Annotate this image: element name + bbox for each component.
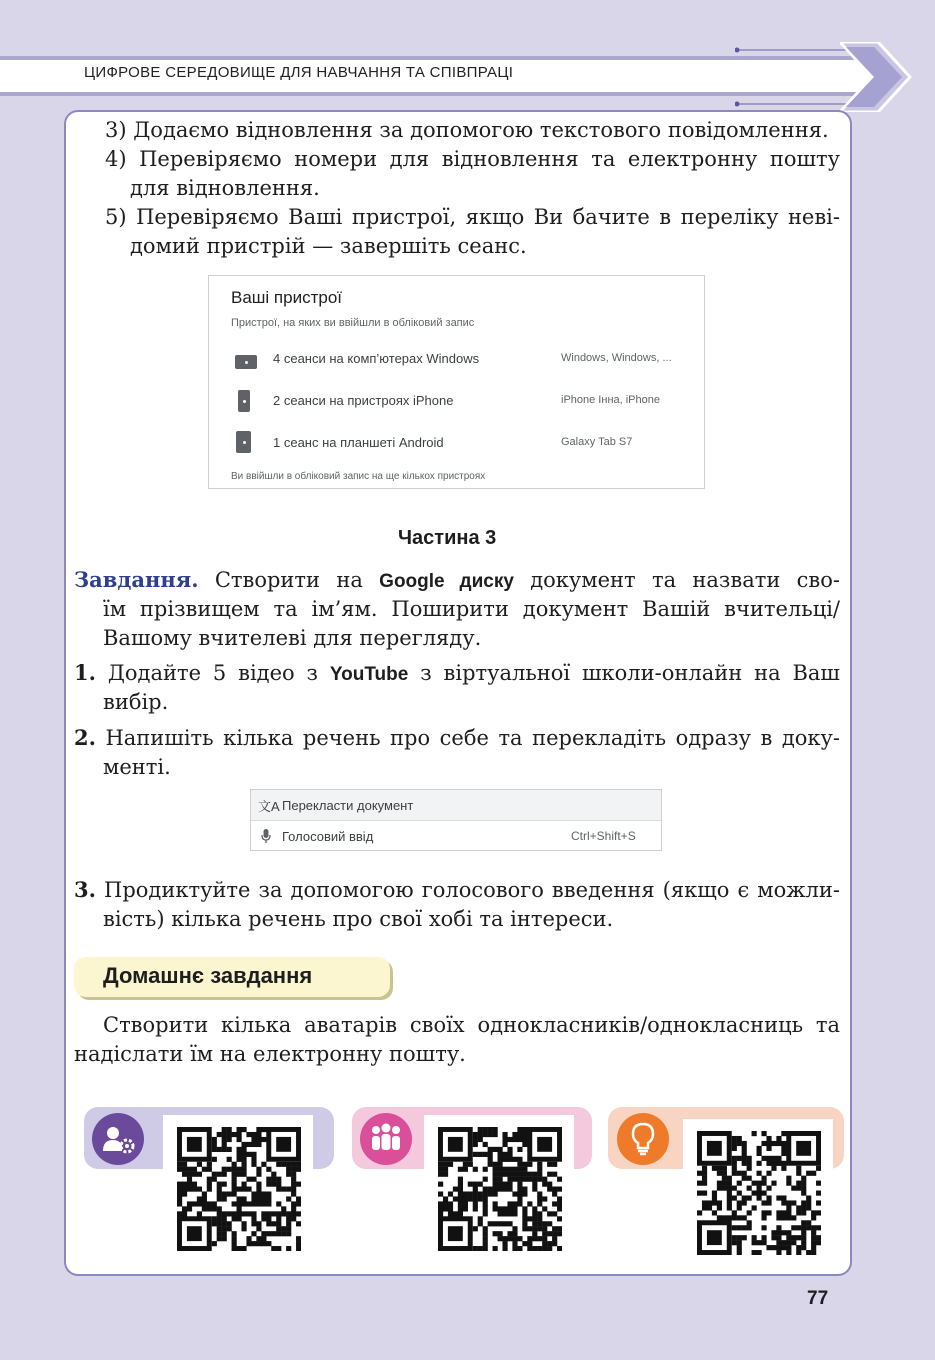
item-text: Додайте 5 відео з xyxy=(107,661,318,685)
item-1-cont: вибір. xyxy=(103,690,169,714)
devices-subtitle: Пристрої, на яких ви ввійшли в обліковий запис xyxy=(231,317,475,329)
item-text: з віртуальної школи-онлайн на Ваш xyxy=(420,661,840,685)
docs-menu-screenshot xyxy=(250,789,662,851)
homework-line-2: надіслати їм на електронну пошту. xyxy=(74,1042,466,1066)
step-3: 3) Додаємо відновлення за допомогою текстового повідомлення. xyxy=(105,118,829,142)
google-drive-mention: Google диску xyxy=(379,571,514,592)
task-text: Створити на xyxy=(214,568,363,592)
part-heading: Частина 3 xyxy=(398,527,497,549)
item-3-cont: вість) кілька речень про свої хобі та інтереси. xyxy=(103,907,614,931)
page-number: 77 xyxy=(807,1288,829,1309)
qr-code[interactable] xyxy=(163,1115,313,1261)
step-5: 5) Перевіряємо Ваші пристрої, якщо Ви бачите в переліку неві- xyxy=(105,205,840,229)
device-row xyxy=(209,390,704,430)
task-label: Завдання. xyxy=(74,567,199,592)
devices-title: Ваші пристрої xyxy=(231,288,343,307)
devices-footer: Ви ввійшли в обліковий запис на ще кількох пристроях xyxy=(231,471,486,482)
device-label: 4 сеанси на комп’ютерах Windows xyxy=(273,351,480,366)
step-4: 4) Перевіряємо номери для відновлення та електронну пошту xyxy=(105,147,840,171)
item-3 xyxy=(74,876,840,904)
device-row xyxy=(209,348,704,388)
person-gear-icon xyxy=(92,1113,144,1165)
youtube-mention: YouTube xyxy=(329,664,409,685)
item-text: Продиктуйте за допомогою голосового введення (якщо є можли- xyxy=(104,878,840,902)
step-4-cont: для відновлення. xyxy=(130,176,320,200)
microphone-icon xyxy=(261,829,271,844)
device-label: 2 сеанси на пристроях iPhone xyxy=(273,393,454,408)
menu-item-label: Голосовий ввід xyxy=(282,829,374,844)
keyboard-shortcut: Ctrl+Shift+S xyxy=(571,829,636,843)
qr-code[interactable] xyxy=(424,1115,574,1261)
menu-item-label: Перекласти документ xyxy=(282,798,414,813)
group-icon xyxy=(360,1113,412,1165)
computer-icon xyxy=(235,355,257,369)
homework-heading: Домашнє завдання xyxy=(103,963,313,988)
task-line-3: Вашому вчителеві для перегляду. xyxy=(103,626,482,650)
item-1 xyxy=(74,659,840,689)
device-label: 1 сеанс на планшеті Android xyxy=(273,435,444,450)
menu-item-voice[interactable] xyxy=(251,821,661,851)
item-2 xyxy=(74,724,840,752)
qr-code[interactable] xyxy=(683,1119,833,1265)
device-row xyxy=(209,432,704,472)
device-value: Galaxy Tab S7 xyxy=(561,436,633,448)
running-header: ЦИФРОВЕ СЕРЕДОВИЩЕ ДЛЯ НАВЧАННЯ ТА СПІВПРАЦІ xyxy=(84,64,514,81)
task-line-2: їм прізвищем та ім’ям. Поширити документ Вашій вчительці/ xyxy=(103,597,840,621)
homework-line-1: Створити кілька аватарів своїх однокласників/однокласниць та xyxy=(103,1013,840,1037)
devices-screenshot xyxy=(208,275,705,489)
task-line-1 xyxy=(74,566,840,596)
item-number: 1. xyxy=(74,660,96,685)
device-value: iPhone Інна, iPhone xyxy=(561,394,660,406)
item-2-cont: менті. xyxy=(103,755,171,779)
item-number: 2. xyxy=(74,725,96,750)
item-text: Напишіть кілька речень про себе та перекладіть одразу в доку- xyxy=(105,726,840,750)
chevron-right-icon xyxy=(840,42,912,112)
device-value: Windows, Windows, ... xyxy=(561,352,672,364)
task-text: документ та назвати сво- xyxy=(530,568,840,592)
translate-icon: 文A xyxy=(258,799,280,814)
phone-icon xyxy=(238,390,250,412)
tablet-icon xyxy=(236,431,251,453)
item-number: 3. xyxy=(74,877,96,902)
header-decoration xyxy=(735,44,855,108)
step-5-cont: домий пристрій — завершіть сеанс. xyxy=(130,234,527,258)
lightbulb-icon xyxy=(617,1113,669,1165)
menu-item-translate[interactable] xyxy=(251,790,661,820)
